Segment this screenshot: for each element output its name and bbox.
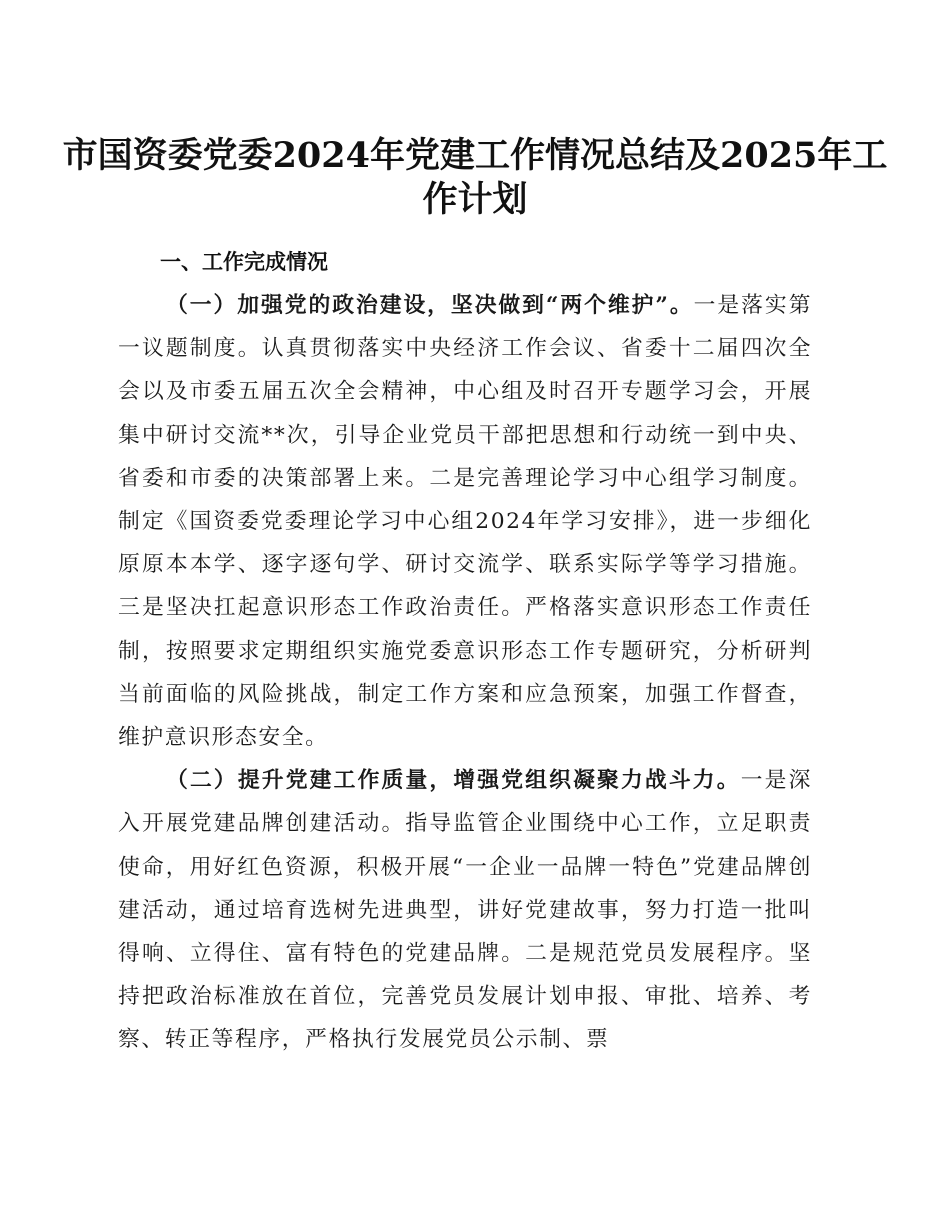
paragraph [118,759,812,1061]
paragraph [118,284,812,759]
paragraph-text: 一是深入开展党建品牌创建活动。指导监管企业围绕中心工作，立足职责使命，用好红色资源，积极开展“一企业一品牌一特色”党建品牌创建活动，通过培育选树先进典型，讲好党建故事，努力打造一批叫得响、立得住、富有特色的党建品牌。二是规范党员发展程序。坚持把政治标准放在首位，完善党员发展计划申报、审批、培养、考察、转正等程序，严格执行发展党员公示制、票 [118,768,812,1053]
section-heading: 一、工作完成情况 [160,250,328,274]
document-body [118,284,812,1062]
document-title: 市国资委党委2024年党建工作情况总结及2025年工作计划 [62,135,888,220]
paragraph-subheading: （二）提升党建工作质量，增强党组织凝聚力战斗力。 [166,768,741,794]
paragraph-text: 一是落实第一议题制度。认真贯彻落实中央经济工作会议、省委十二届四次全会以及市委五届五次全会精神，中心组及时召开专题学习会，开展集中研讨交流**次，引导企业党员干部把思想和行动统一到中央、省委和市委的决策部署上来。二是完善理论学习中心组学习制度。制定《国资委党委理论学习中心组2024年学习安排》，进一步细化原原本本学、逐字逐句学、研讨交流学、联系实际学等学习措施。三是坚决扛起意识形态工作政治责任。严格落实意识形态工作责任制，按照要求定期组织实施党委意识形态工作专题研究，分析研判当前面临的风险挑战，制定工作方案和应急预案，加强工作督查，维护意识形态安全。 [118,293,812,751]
paragraph-subheading: （一）加强党的政治建设，坚决做到“两个维护”。 [166,293,694,318]
